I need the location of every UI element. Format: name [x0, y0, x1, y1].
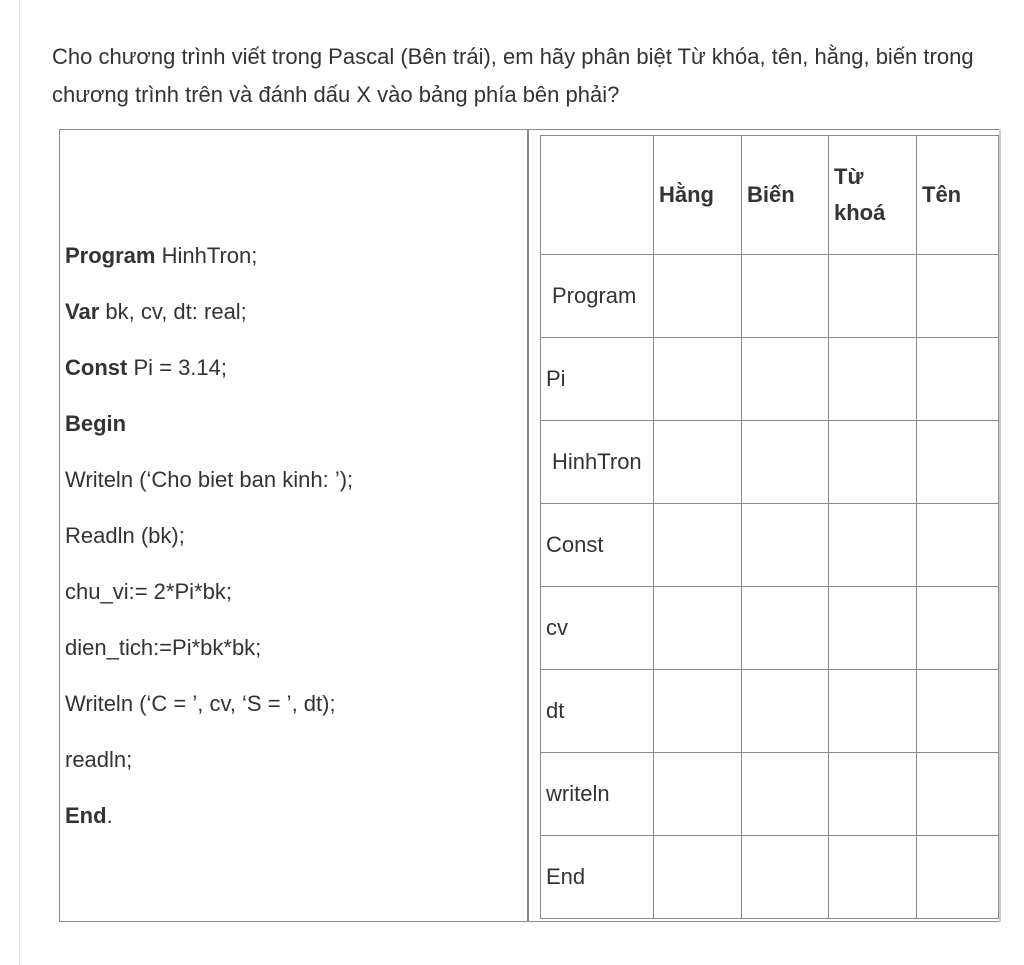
row-label: Program	[541, 255, 654, 338]
row-label: Const	[541, 504, 654, 587]
answer-cell[interactable]	[742, 338, 829, 421]
answer-cell[interactable]	[917, 421, 999, 504]
header-ten: Tên	[917, 136, 999, 255]
code-line: readln;	[65, 747, 133, 772]
table-row	[541, 338, 999, 421]
answer-cell[interactable]	[742, 670, 829, 753]
answer-cell[interactable]	[917, 753, 999, 836]
classification-table	[540, 135, 999, 919]
answer-cell[interactable]	[742, 421, 829, 504]
code-line: Readln (bk);	[65, 523, 185, 548]
answer-cell[interactable]	[917, 587, 999, 670]
exercise-table	[59, 129, 1001, 922]
row-label: writeln	[541, 753, 654, 836]
table-row	[541, 587, 999, 670]
row-label: HinhTron	[541, 421, 654, 504]
code-line: chu_vi:= 2*Pi*bk;	[65, 579, 232, 604]
answer-cell[interactable]	[917, 670, 999, 753]
code-line: End.	[65, 803, 113, 828]
answer-cell[interactable]	[654, 338, 742, 421]
answer-cell[interactable]	[917, 255, 999, 338]
answer-cell[interactable]	[917, 504, 999, 587]
code-line: dien_tich:=Pi*bk*bk;	[65, 635, 262, 660]
code-line: Writeln (‘C = ’, cv, ‘S = ’, dt);	[65, 691, 336, 716]
header-row	[541, 136, 999, 255]
code-line: Const Pi = 3.14;	[65, 355, 228, 380]
page-left-border	[19, 0, 20, 965]
table-row	[541, 255, 999, 338]
table-row	[541, 504, 999, 587]
table-row	[541, 753, 999, 836]
answer-cell[interactable]	[742, 255, 829, 338]
answer-cell[interactable]	[917, 836, 999, 919]
answer-cell[interactable]	[654, 255, 742, 338]
answer-cell[interactable]	[829, 504, 917, 587]
question-text: Cho chương trình viết trong Pascal (Bên trái), em hãy phân biệt Từ khóa, tên, hằng, biến trong chương trình trên và đánh dấu X vào bảng phía bên phải?	[52, 44, 974, 107]
answer-cell[interactable]	[917, 338, 999, 421]
row-label: dt	[541, 670, 654, 753]
answer-cell[interactable]	[654, 836, 742, 919]
row-label: Pi	[541, 338, 654, 421]
answer-cell[interactable]	[742, 753, 829, 836]
header-blank	[541, 136, 654, 255]
row-label: End	[541, 836, 654, 919]
code-line: Program HinhTron;	[65, 243, 258, 268]
answer-cell[interactable]	[654, 504, 742, 587]
column-divider	[527, 130, 529, 921]
header-bien: Biến	[742, 136, 829, 255]
code-line: Var bk, cv, dt: real;	[65, 299, 247, 324]
header-tu-khoa: Từ khoá	[829, 136, 917, 255]
answer-cell[interactable]	[829, 836, 917, 919]
table-edge-shadow	[999, 129, 1001, 922]
header-hang: Hằng	[654, 136, 742, 255]
answer-cell[interactable]	[829, 338, 917, 421]
answer-cell[interactable]	[829, 587, 917, 670]
answer-cell[interactable]	[829, 421, 917, 504]
table-row	[541, 421, 999, 504]
row-label: cv	[541, 587, 654, 670]
code-line: Writeln (‘Cho biet ban kinh: ’);	[65, 467, 354, 492]
answer-cell[interactable]	[829, 255, 917, 338]
table-row	[541, 836, 999, 919]
answer-cell[interactable]	[742, 504, 829, 587]
answer-cell[interactable]	[742, 836, 829, 919]
pascal-code	[65, 238, 353, 854]
answer-cell[interactable]	[829, 753, 917, 836]
answer-cell[interactable]	[742, 587, 829, 670]
answer-cell[interactable]	[829, 670, 917, 753]
answer-cell[interactable]	[654, 670, 742, 753]
code-line: Begin	[65, 411, 127, 436]
answer-cell[interactable]	[654, 753, 742, 836]
answer-cell[interactable]	[654, 587, 742, 670]
answer-cell[interactable]	[654, 421, 742, 504]
table-row	[541, 670, 999, 753]
